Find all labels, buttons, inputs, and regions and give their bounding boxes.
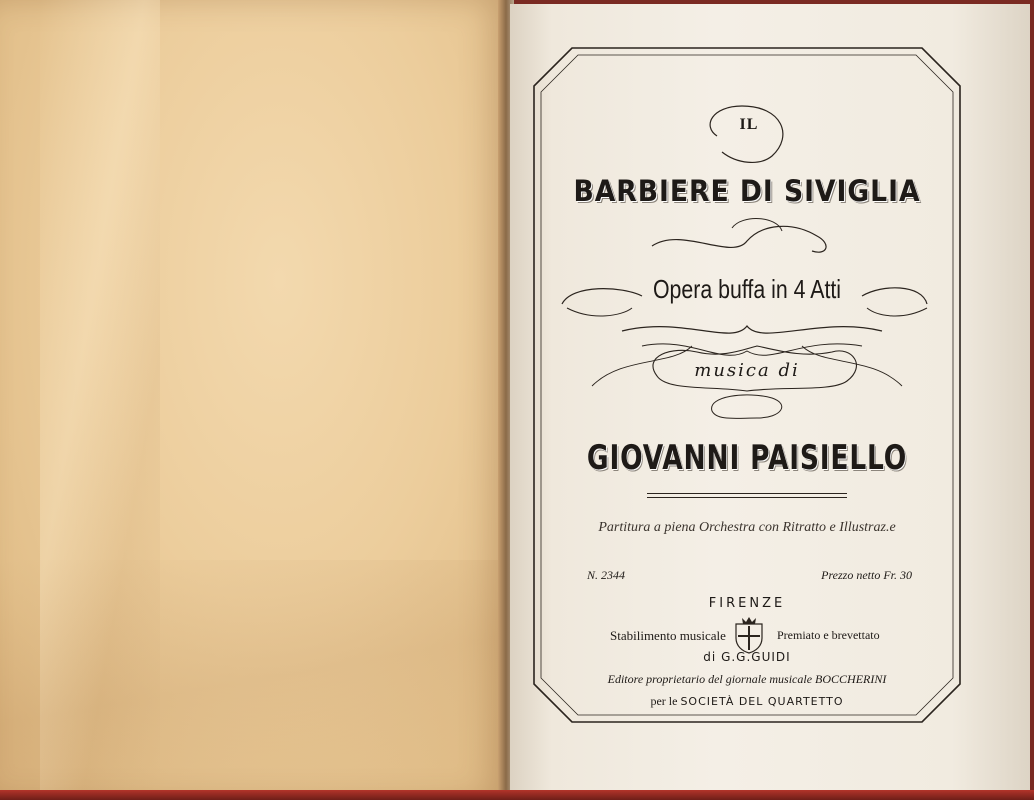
opera-title: BARBIERE DI SIVIGLIA (573, 174, 921, 208)
divider-rule (647, 493, 847, 494)
coat-of-arms-icon (732, 616, 766, 654)
score-description: Partitura a piena Orchestra con Ritratto e Illustraz.e (598, 520, 896, 535)
establishment-right: Premiato e brevettato (777, 628, 880, 642)
catalog-number: N. 2344 (587, 568, 626, 582)
title-page (510, 4, 1030, 796)
city-name: FIRENZE (708, 596, 786, 611)
opera-subtitle: Opera buffa in 4 Atti (652, 274, 842, 304)
editor-line: Editore proprietario del giornale musicale BOCCHERINI (607, 672, 887, 686)
divider-rule-thin (647, 497, 847, 498)
musica-di-label: musica di (694, 360, 800, 381)
societa-name: SOCIETÀ DEL QUARTETTO (680, 695, 844, 708)
societa-prefix: per le (650, 694, 678, 708)
left-page-blank (0, 0, 508, 800)
publisher-name: di G.G.GUIDI (703, 650, 791, 664)
price-label: Prezzo netto Fr. 30 (821, 568, 912, 582)
composer-name: GIOVANNI PAISIELLO (586, 438, 908, 478)
book-cover-edge (0, 790, 1034, 800)
title-article: IL (739, 116, 759, 133)
paper-crease (0, 560, 508, 800)
title-block (532, 46, 962, 722)
establishment-left: Stabilimento musicale (610, 628, 726, 643)
societa-line (532, 694, 962, 709)
